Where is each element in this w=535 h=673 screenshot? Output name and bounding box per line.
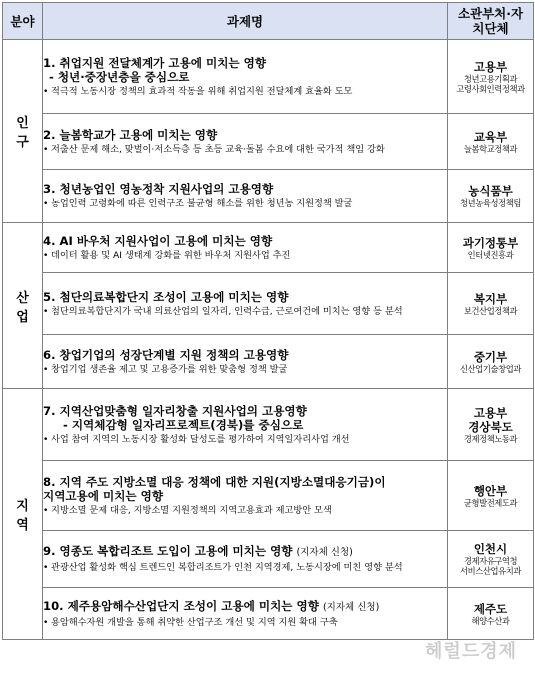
task-desc: • 관광산업 활성화 핵심 트렌드인 복합리조트가 인천 지역경제, 노동시장에 미친 영향 분석 <box>43 562 403 573</box>
policy-table <box>2 2 534 640</box>
dept-name: 행안부 <box>473 483 508 498</box>
task-cell <box>43 335 448 389</box>
task-cell <box>43 170 448 223</box>
dept-cell <box>448 273 534 335</box>
task-title: 5. 첨단의료복합단지 조성이 고용에 미치는 영향 <box>43 289 289 304</box>
task-desc: • 지방소멸 문제 대응, 지방소멸 지원정책의 지역고용효과 제고방안 모색 <box>43 504 332 516</box>
task-cell <box>43 389 448 461</box>
task-desc: • 적극적 노동시장 정책의 효과적 작동을 위해 취업지원 전달체계 효율화 도모 <box>43 85 353 97</box>
table-row <box>3 588 534 640</box>
dept-subdivision: 신산업기술창업과 <box>460 363 521 374</box>
dept-cell <box>448 170 534 223</box>
task-subtitle: - 지역체감형 일자리프로젝트(경북)를 중심으로 <box>63 417 304 432</box>
task-desc: • 저출산 문제 해소, 맞벌이·저소득층 등 초등 교육·돌봄 수요에 대한 국가적 책임 강화 <box>43 143 385 155</box>
dept-cell <box>448 461 534 531</box>
dept-subdivision: 청년농육성정책팀 <box>460 198 521 208</box>
task-cell <box>43 273 448 335</box>
task-cell <box>43 114 448 170</box>
task-desc: • 용암해수자원 개발을 통해 취약한 산업구조 개선 및 지역 지원 확대 구축 <box>43 616 338 628</box>
dept-subdivision: 인터넷진흥과 <box>467 249 514 260</box>
dept-subdivision: 해양수산과 <box>471 615 510 626</box>
task-cell <box>43 588 448 640</box>
dept-name: 고용부 <box>473 59 508 74</box>
watermark: 헤럴드경제 <box>425 641 517 662</box>
task-title: 8. 지역 주도 지방소멸 대응 정책에 대한 지원(지방소멸대응기금)이 <box>43 474 386 489</box>
task-note: (지자체 신청) <box>322 601 380 613</box>
dept-subdivision: 청년고용기획과 고령사회인력정책과 <box>456 73 525 94</box>
category-label: 지 역 <box>16 499 29 533</box>
header-dept-label: 소관부처·자 치단체 <box>457 6 524 36</box>
dept-cell <box>448 40 534 114</box>
table-row <box>3 389 534 461</box>
dept-name: 인천시 <box>473 542 508 556</box>
task-title: 9. 영종도 복합리조트 도입이 고용에 미치는 영향 (지자체 신청) <box>43 544 353 558</box>
category-cell <box>3 223 43 389</box>
dept-subdivision: 보건산업정책과 <box>463 305 518 316</box>
task-subtitle: 지역고용에 미치는 영향 <box>43 488 164 503</box>
task-cell <box>43 223 448 273</box>
dept-subdivision: 경제자유구역청 서비스산업유치과 <box>460 556 521 576</box>
task-desc: • 데이터 활용 및 AI 생태계 강화를 위한 바우처 지원사업 추진 <box>43 249 291 261</box>
table-row <box>3 170 534 223</box>
table-row <box>3 40 534 114</box>
dept-cell <box>448 389 534 461</box>
task-title: 1. 취업지원 전달체계가 고용에 미치는 영향 <box>43 55 267 70</box>
task-title: 6. 창업기업의 성장단계별 지원 정책의 고용영향 <box>43 347 289 362</box>
task-cell <box>43 461 448 531</box>
table-row <box>3 273 534 335</box>
category-cell <box>3 40 43 223</box>
dept-cell <box>448 223 534 273</box>
dept-cell <box>448 335 534 389</box>
task-desc: • 창업기업 생존율 제고 및 고용증가를 위한 맞춤형 정책 발굴 <box>43 363 288 375</box>
dept-name: 농식품부 <box>468 184 513 198</box>
table-row <box>3 461 534 531</box>
header-dept <box>448 3 534 40</box>
category-label: 산 업 <box>16 290 29 325</box>
task-desc: • 사업 참여 지역의 노동시장 활성화 달성도를 평가하여 지역일자리사업 개선 <box>43 433 350 445</box>
task-note: (지자체 신청) <box>296 547 353 558</box>
table-row <box>3 114 534 170</box>
header-task: 과제명 <box>43 3 448 40</box>
task-desc: • 농업인력 고령화에 따른 인력구조 불균형 해소를 위한 청년농 지원정책 발굴 <box>43 198 353 209</box>
task-title: 7. 지역산업맞춤형 일자리창출 지원사업의 고용영향 <box>43 403 307 418</box>
dept-name: 복지부 <box>473 291 508 306</box>
dept-name: 과기정통부 <box>462 235 519 250</box>
task-subtitle: - 청년·중장년층을 중심으로 <box>49 69 190 84</box>
task-cell <box>43 40 448 114</box>
task-desc: • 첨단의료복합단지가 국내 의료산업의 일자리, 인력수급, 근로여건에 미치는 영향 등 분석 <box>43 305 403 317</box>
dept-name: 고용부 <box>473 405 508 420</box>
dept-name: 교육부 <box>473 129 508 144</box>
dept-subdivision: 균형발전제도과 <box>463 497 518 508</box>
header-category: 분야 <box>3 3 43 40</box>
dept-cell <box>448 531 534 588</box>
table-row <box>3 335 534 389</box>
category-cell <box>3 389 43 640</box>
dept-name: 중기부 <box>473 349 508 364</box>
table-row <box>3 223 534 273</box>
dept-name-2: 경상북도 <box>468 419 513 434</box>
dept-subdivision: 경제정책노동과 <box>463 433 518 444</box>
task-title: 4. AI 바우처 지원사업이 고용에 미치는 영향 <box>43 233 273 248</box>
category-label: 인 구 <box>16 116 29 150</box>
dept-cell <box>448 114 534 170</box>
header-row <box>3 3 534 40</box>
dept-cell <box>448 588 534 640</box>
task-cell <box>43 531 448 588</box>
dept-name: 제주도 <box>473 601 508 616</box>
task-title: 2. 늘봄학교가 고용에 미치는 영향 <box>43 127 218 142</box>
task-title: 3. 청년농업인 영농정착 지원사업의 고용영향 <box>43 182 274 196</box>
table-row <box>3 531 534 588</box>
task-title: 10. 제주용암해수산업단지 조성이 고용에 미치는 영향 (지자체 신청) <box>43 598 380 613</box>
dept-subdivision: 늘봄학교정책과 <box>463 143 518 154</box>
